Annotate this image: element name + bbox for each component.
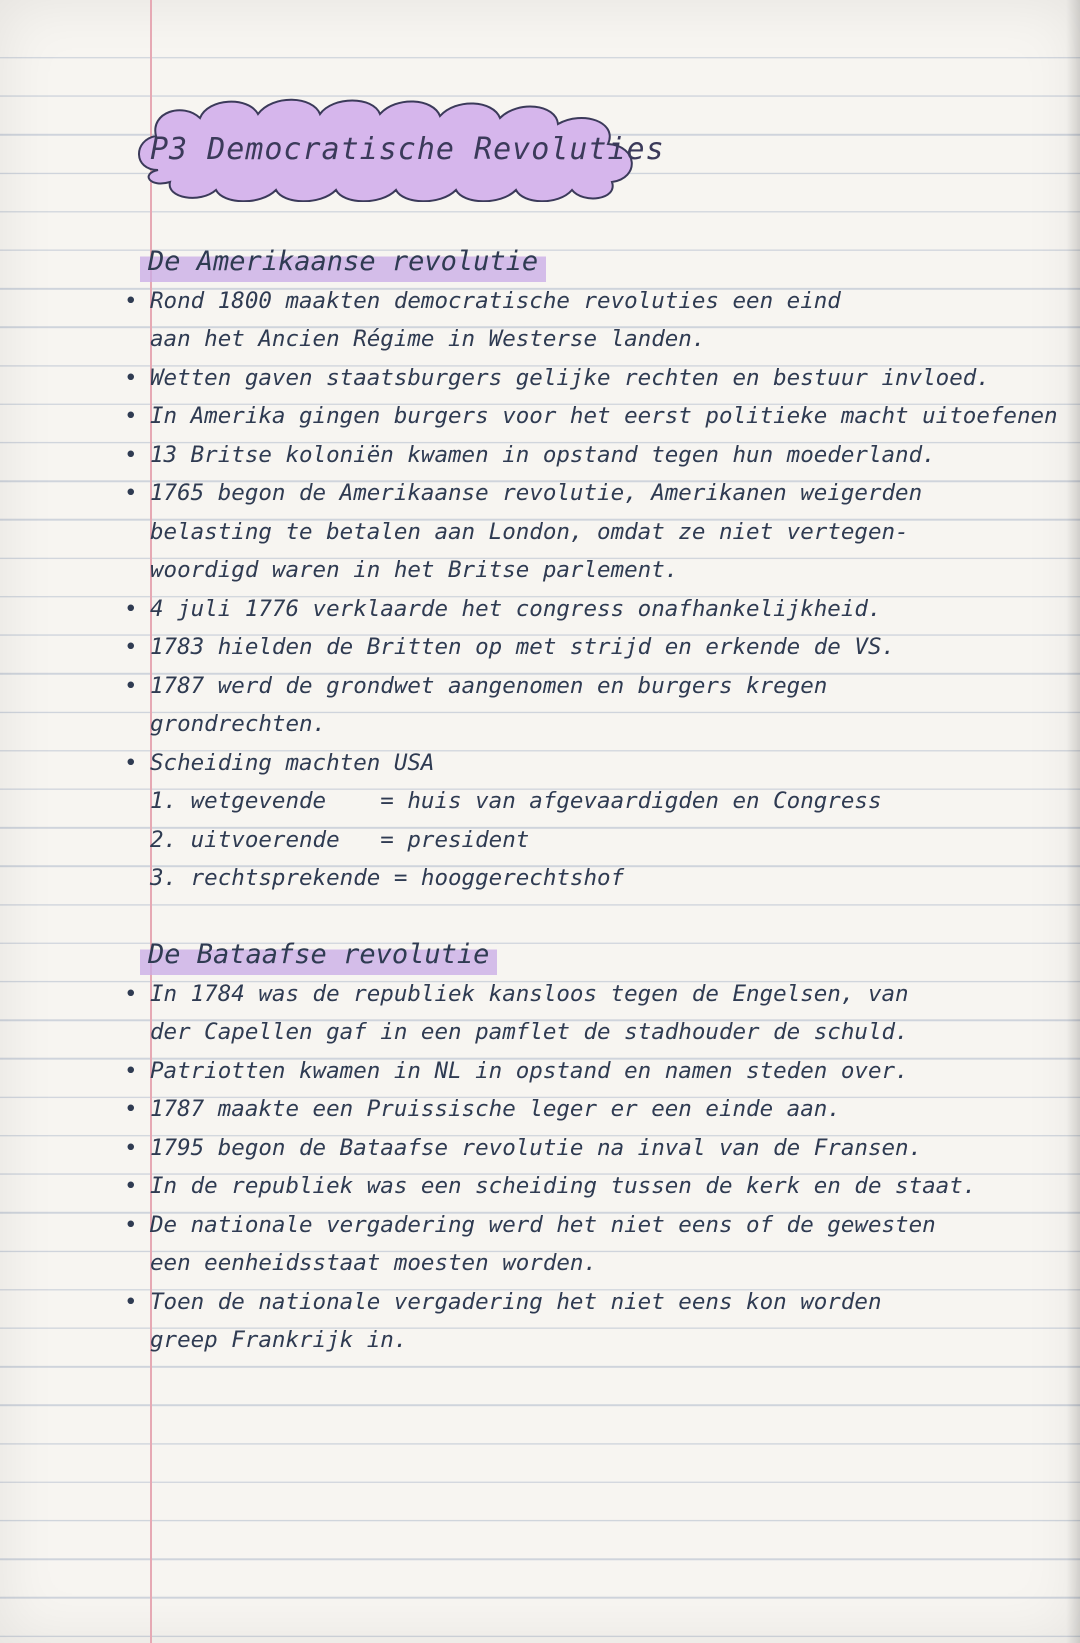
section-gap	[140, 898, 1060, 937]
notes-content	[140, 243, 1060, 1360]
list-item: woordigd waren in het Britse parlement.	[150, 557, 679, 583]
list-item: belasting te betalen aan London, omdat ze niet vertegen-	[150, 518, 909, 545]
list-item: • In 1784 was de republiek kansloos tegen de Engelsen, van	[140, 975, 1060, 1014]
list-item: • Patriotten kwamen in NL in opstand en namen steden over.	[140, 1052, 1060, 1091]
list-item: • 4 juli 1776 verklaarde het congress onafhankelijkheid.	[140, 590, 1060, 629]
list-item: aan het Ancien Régime in Westerse landen.	[150, 326, 706, 352]
list-item: • 1787 maakte een Pruissische leger er een einde aan.	[140, 1090, 1060, 1129]
section2-list	[140, 975, 1060, 1360]
list-item: 3. rechtsprekende = hooggerechtshof	[150, 865, 625, 891]
list-item: • Wetten gaven staatsburgers gelijke rechten en bestuur invloed.	[140, 359, 1060, 398]
list-item: een eenheidsstaat moesten worden.	[150, 1250, 598, 1276]
section-heading-amerikaanse-revolutie: De Amerikaanse revolutie	[140, 243, 546, 282]
list-item: • 13 Britse koloniën kwamen in opstand tegen hun moederland.	[140, 436, 1060, 475]
list-item: • Scheiding machten USA	[140, 744, 1060, 783]
page-title: P3 Democratische Revoluties	[150, 132, 665, 167]
section1-list	[140, 282, 1060, 898]
list-item: grondrechten.	[150, 711, 327, 737]
list-item: • 1765 begon de Amerikaanse revolutie, Amerikanen weigerden	[140, 474, 1060, 513]
list-item: 2. uitvoerende = president	[150, 826, 530, 853]
section-heading-bataafse-revolutie: De Bataafse revolutie	[140, 936, 497, 975]
list-item: • In de republiek was een scheiding tussen de kerk en de staat.	[140, 1167, 1060, 1206]
list-item: greep Frankrijk in.	[150, 1327, 408, 1353]
list-item: • 1783 hielden de Britten op met strijd en erkende de VS.	[140, 628, 1060, 667]
list-item: • Rond 1800 maakten democratische revoluties een eind	[140, 282, 1060, 321]
list-item: • 1787 werd de grondwet aangenomen en burgers kregen	[140, 667, 1060, 706]
page-edge-shadow	[1066, 0, 1080, 1643]
list-item: • 1795 begon de Bataafse revolutie na inval van de Fransen.	[140, 1129, 1060, 1168]
list-item: • In Amerika gingen burgers voor het eerst politieke macht uitoefenen	[140, 397, 1060, 436]
list-item: 1. wetgevende = huis van afgevaardigden en Congress	[150, 788, 882, 814]
list-item: • Toen de nationale vergadering het niet eens kon worden	[140, 1283, 1060, 1322]
list-item: • De nationale vergadering werd het niet eens of de gewesten	[140, 1206, 1060, 1245]
list-item: der Capellen gaf in een pamflet de stadhouder de schuld.	[150, 1019, 909, 1045]
